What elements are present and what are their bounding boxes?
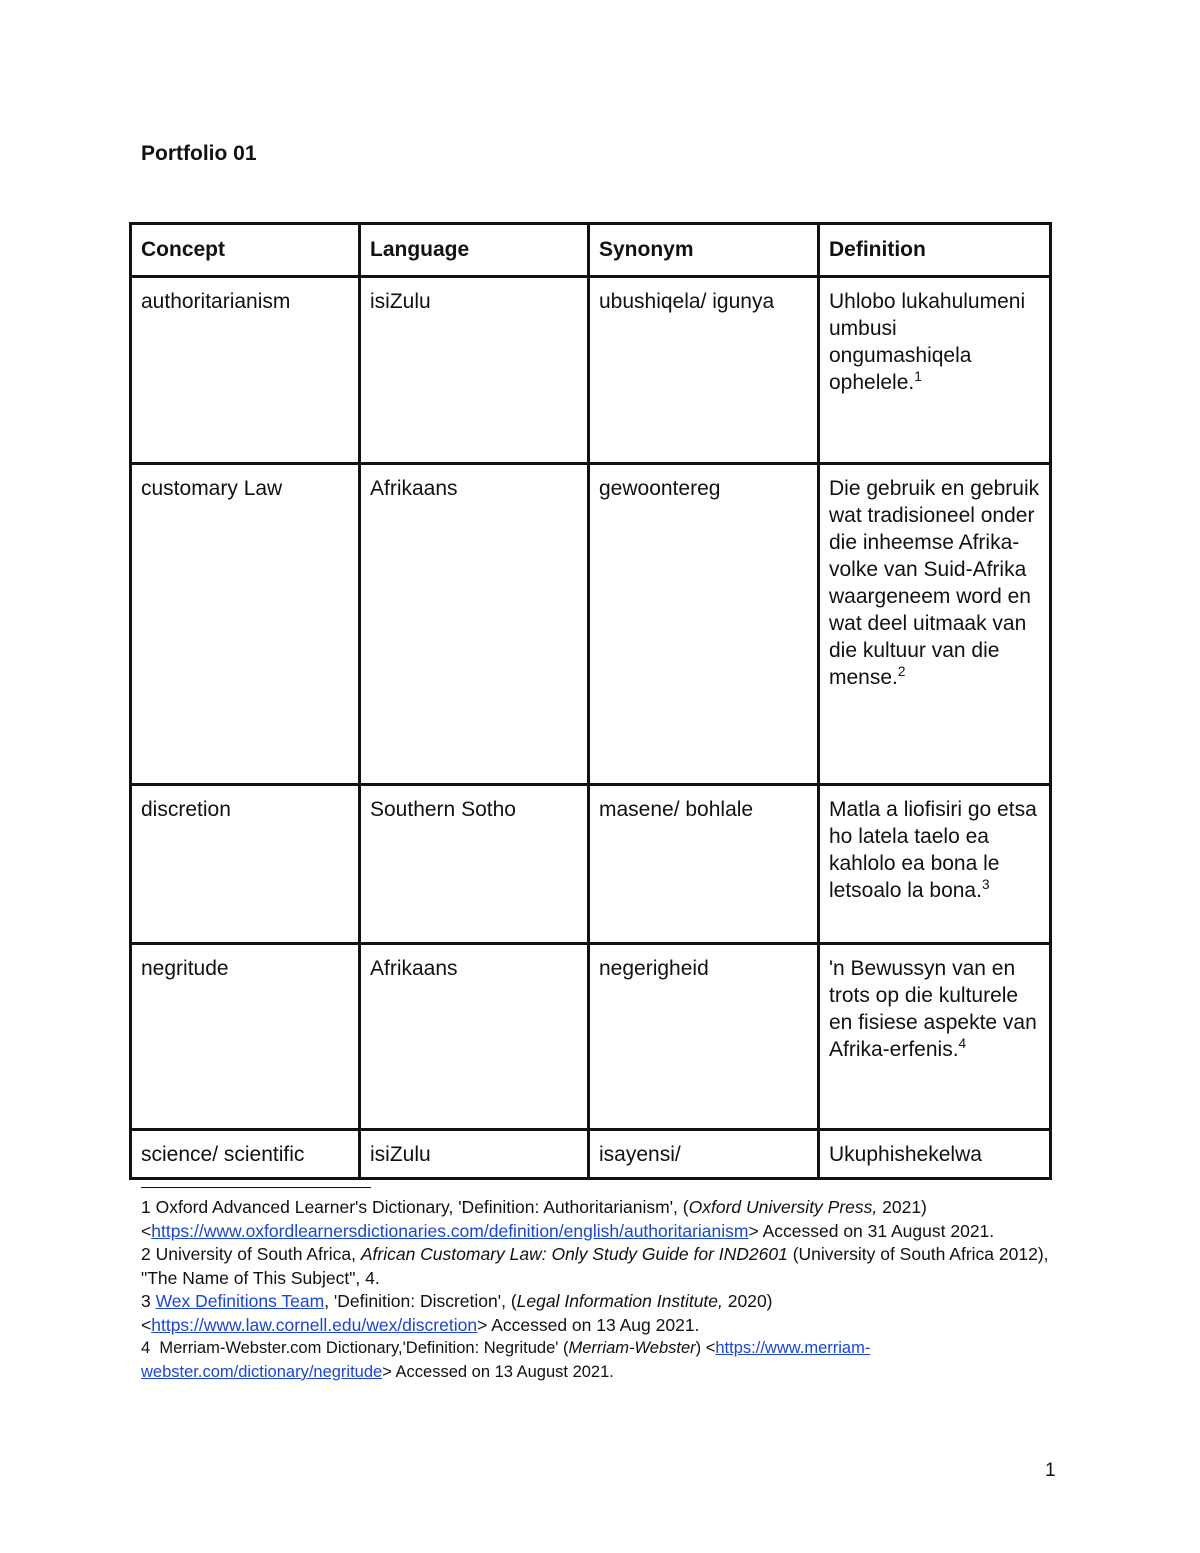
table-row bbox=[131, 464, 1051, 785]
definition-cell bbox=[819, 464, 1051, 785]
page-number: 1 bbox=[1045, 1460, 1056, 1481]
footnote-2 bbox=[141, 1243, 1051, 1290]
language-cell: Afrikaans bbox=[360, 944, 589, 1130]
table-row bbox=[131, 277, 1051, 464]
footnote-text: > Accessed on 13 August 2021. bbox=[382, 1362, 614, 1381]
footnote-link[interactable]: https://www.oxfordlearnersdictionaries.com/definition/english/authoritarianism bbox=[151, 1220, 749, 1241]
concept-cell: discretion bbox=[131, 785, 360, 944]
footnote-ref[interactable]: 1 bbox=[914, 369, 922, 384]
footnote-1 bbox=[141, 1196, 1051, 1243]
header-concept: Concept bbox=[131, 224, 360, 277]
footnote-source: Oxford University Press, bbox=[688, 1197, 878, 1217]
table-row bbox=[131, 1130, 1051, 1179]
header-language: Language bbox=[360, 224, 589, 277]
footnote-number: 2 bbox=[141, 1244, 151, 1264]
table-row bbox=[131, 785, 1051, 944]
definition-text: Uhlobo lukahulumeni umbusi ongumashiqela ophelele. bbox=[829, 290, 1026, 394]
language-cell: Southern Sotho bbox=[360, 785, 589, 944]
page-title: Portfolio 01 bbox=[141, 142, 257, 165]
footnote-3 bbox=[141, 1290, 1051, 1337]
footnote-text: > Accessed on 31 August 2021. bbox=[748, 1220, 995, 1241]
footnote-number: 3 bbox=[141, 1291, 151, 1311]
definition-text: Die gebruik en gebruik wat tradisioneel onder die inheemse Afrika-volke van Suid-Afrika waargeneem word en wat deel uitmaak van die kultuur van die mense. bbox=[829, 477, 1040, 689]
synonym-cell: ubushiqela/ igunya bbox=[589, 277, 819, 464]
language-cell: isiZulu bbox=[360, 1130, 589, 1179]
footnote-text: 2020) < bbox=[141, 1291, 773, 1335]
concept-cell: authoritarianism bbox=[131, 277, 360, 464]
definition-cell bbox=[819, 277, 1051, 464]
footnote-text: ) < bbox=[695, 1339, 716, 1357]
language-cell: isiZulu bbox=[360, 277, 589, 464]
footnote-separator bbox=[141, 1187, 371, 1188]
definition-cell bbox=[819, 944, 1051, 1130]
table-row bbox=[131, 944, 1051, 1130]
footnote-number: 4 bbox=[141, 1339, 151, 1357]
concept-cell: negritude bbox=[131, 944, 360, 1130]
footnote-source: African Customary Law: Only Study Guide for IND2601 bbox=[360, 1244, 788, 1264]
footnote-ref[interactable]: 3 bbox=[981, 877, 990, 892]
table-header-row bbox=[131, 224, 1051, 277]
concept-cell: customary Law bbox=[131, 464, 360, 785]
footnote-text: Oxford Advanced Learner's Dictionary, 'Definition: Authoritarianism', ( bbox=[155, 1197, 689, 1217]
footnote-number: 1 bbox=[141, 1197, 151, 1217]
definition-text: Matla a liofisiri go etsa ho latela taelo ea kahlolo ea bona le letsoalo la bona. bbox=[829, 798, 1037, 902]
concept-cell: science/ scientific bbox=[131, 1130, 360, 1179]
header-definition: Definition bbox=[819, 224, 1051, 277]
synonym-cell: isayensi/ bbox=[589, 1130, 819, 1179]
footnote-text: , 'Definition: Discretion', ( bbox=[324, 1291, 517, 1311]
footnote-text: (University of South Africa 2012), "The Name of This Subject", 4. bbox=[141, 1244, 1049, 1288]
vocabulary-table bbox=[129, 222, 1052, 1180]
header-synonym: Synonym bbox=[589, 224, 819, 277]
footnotes bbox=[141, 1196, 1051, 1384]
footnote-text: > Accessed on 13 Aug 2021. bbox=[477, 1314, 700, 1335]
footnote-link[interactable]: https://www.merriam-webster.com/dictionary/negritude bbox=[141, 1339, 871, 1381]
footnote-ref[interactable]: 2 bbox=[897, 664, 906, 679]
footnote-source: Merriam-Webster bbox=[568, 1339, 696, 1357]
footnote-text: University of South Africa, bbox=[155, 1244, 361, 1264]
synonym-cell: masene/ bohlale bbox=[589, 785, 819, 944]
footnote-author-link[interactable]: Wex Definitions Team bbox=[155, 1291, 325, 1311]
synonym-cell: gewoontereg bbox=[589, 464, 819, 785]
synonym-cell: negerigheid bbox=[589, 944, 819, 1130]
footnote-source: Legal Information Institute, bbox=[516, 1291, 723, 1311]
definition-cell: Ukuphishekelwa bbox=[819, 1130, 1051, 1179]
footnote-ref[interactable]: 4 bbox=[958, 1036, 967, 1051]
footnote-link[interactable]: https://www.law.cornell.edu/wex/discretion bbox=[151, 1314, 478, 1335]
definition-text: 'n Bewussyn van en trots op die kulturele en fisiese aspekte van Afrika-erfenis. bbox=[829, 957, 1037, 1061]
footnote-text: 2021) < bbox=[141, 1197, 927, 1241]
definition-cell bbox=[819, 785, 1051, 944]
footnote-4 bbox=[141, 1337, 1051, 1384]
footnote-text: Merriam-Webster.com Dictionary,'Definition: Negritude' ( bbox=[159, 1339, 569, 1357]
language-cell: Afrikaans bbox=[360, 464, 589, 785]
